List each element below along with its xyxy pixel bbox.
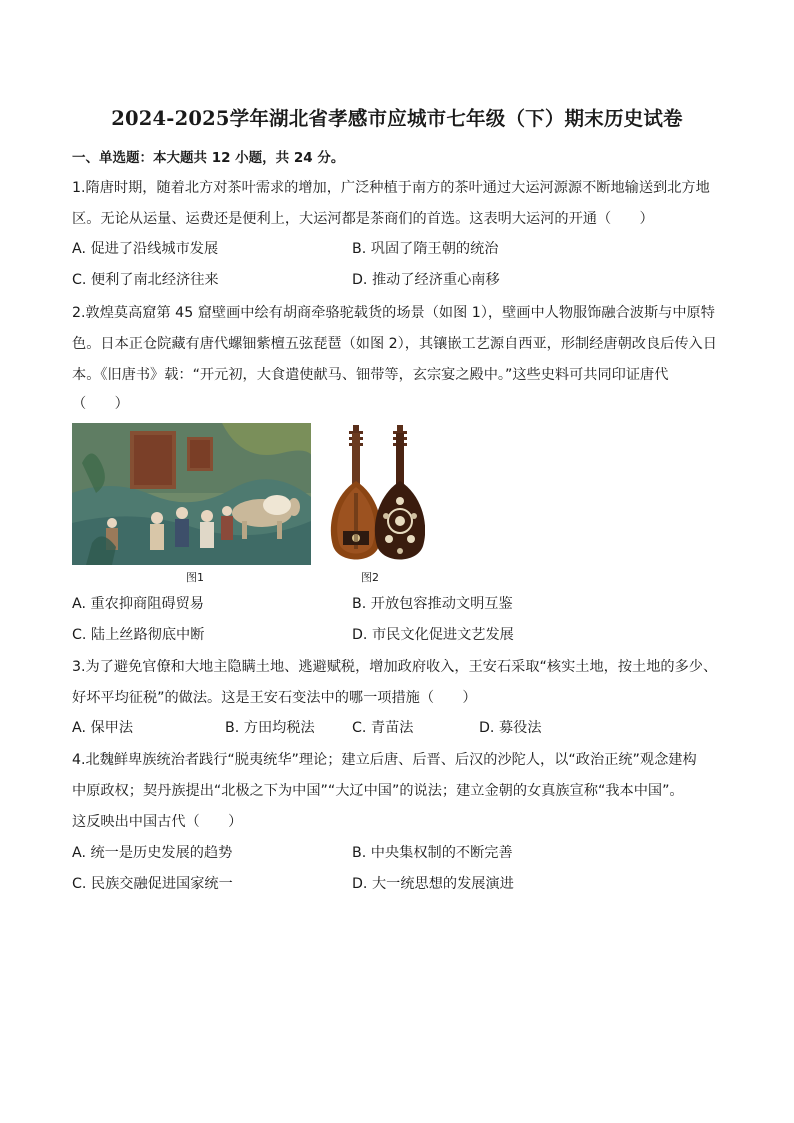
question-text: 本。《旧唐书》载：“开元初，大食遣使献马、钿带等，玄宗宴之殿中。”这些史料可共同印证唐代 [72, 367, 669, 383]
option-a: A. 重农抑商阻碍贸易 [72, 596, 204, 612]
figure-1-caption: 图1 [186, 571, 204, 584]
figure-2-pipa [321, 421, 425, 567]
question-text: （ ） [72, 396, 129, 412]
exam-title: 2024-2025学年湖北省孝感市应城市七年级（下）期末历史试卷 [111, 107, 683, 130]
question-text: 中原政权；契丹族提出“北极之下为中国”“大辽中国”的说法；建立金朝的女真族宣称“我本中国”。 [72, 783, 684, 799]
option-d: D. 推动了经济重心南移 [352, 272, 500, 288]
option-a: A. 保甲法 [72, 720, 134, 736]
question-text: 3.为了避免官僚和大地主隐瞒土地、逃避赋税，增加政府收入，王安石采取“核实土地，按土地的多少、 [72, 659, 718, 675]
mural-image [72, 423, 311, 565]
option-d: D. 大一统思想的发展演进 [352, 876, 514, 892]
option-c: C. 便利了南北经济往来 [72, 272, 219, 288]
question-text: 1.隋唐时期，随着北方对茶叶需求的增加，广泛种植于南方的茶叶通过大运河源源不断地输送到北方地 [72, 180, 710, 196]
question-text: 区。无论从运量、运费还是便利上，大运河都是茶商们的首选。这表明大运河的开通（ ） [72, 211, 654, 227]
question-text: 4.北魏鲜卑族统治者践行“脱夷统华”理论；建立后唐、后晋、后汉的沙陀人，以“政治正统”观念建构 [72, 752, 697, 768]
section-heading: 一、单选题：本大题共 12 小题，共 24 分。 [72, 150, 345, 166]
option-b: B. 巩固了隋王朝的统治 [352, 241, 499, 257]
option-a: A. 统一是历史发展的趋势 [72, 845, 233, 861]
pipa-image [321, 421, 425, 567]
option-d: D. 募役法 [479, 720, 542, 736]
question-text: 2.敦煌莫高窟第 45 窟壁画中绘有胡商牵骆驼载货的场景（如图 1），壁画中人物服饰融合波斯与中原特 [72, 305, 715, 321]
option-b: B. 方田均税法 [225, 720, 315, 736]
figure-1-mural [72, 423, 311, 565]
option-c: C. 民族交融促进国家统一 [72, 876, 233, 892]
option-a: A. 促进了沿线城市发展 [72, 241, 219, 257]
option-b: B. 中央集权制的不断完善 [352, 845, 513, 861]
question-text: 好坏平均征税”的做法。这是王安石变法中的哪一项措施（ ） [72, 690, 477, 706]
option-d: D. 市民文化促进文艺发展 [352, 627, 514, 643]
option-c: C. 陆上丝路彻底中断 [72, 627, 205, 643]
question-text: 色。日本正仓院藏有唐代螺钿紫檀五弦琵琶（如图 2），其镶嵌工艺源自西亚，形制经唐朝改良后传入日 [72, 336, 717, 352]
question-text: 这反映出中国古代（ ） [72, 814, 243, 830]
option-c: C. 青苗法 [352, 720, 414, 736]
figure-2-caption: 图2 [361, 571, 379, 584]
option-b: B. 开放包容推动文明互鉴 [352, 596, 513, 612]
